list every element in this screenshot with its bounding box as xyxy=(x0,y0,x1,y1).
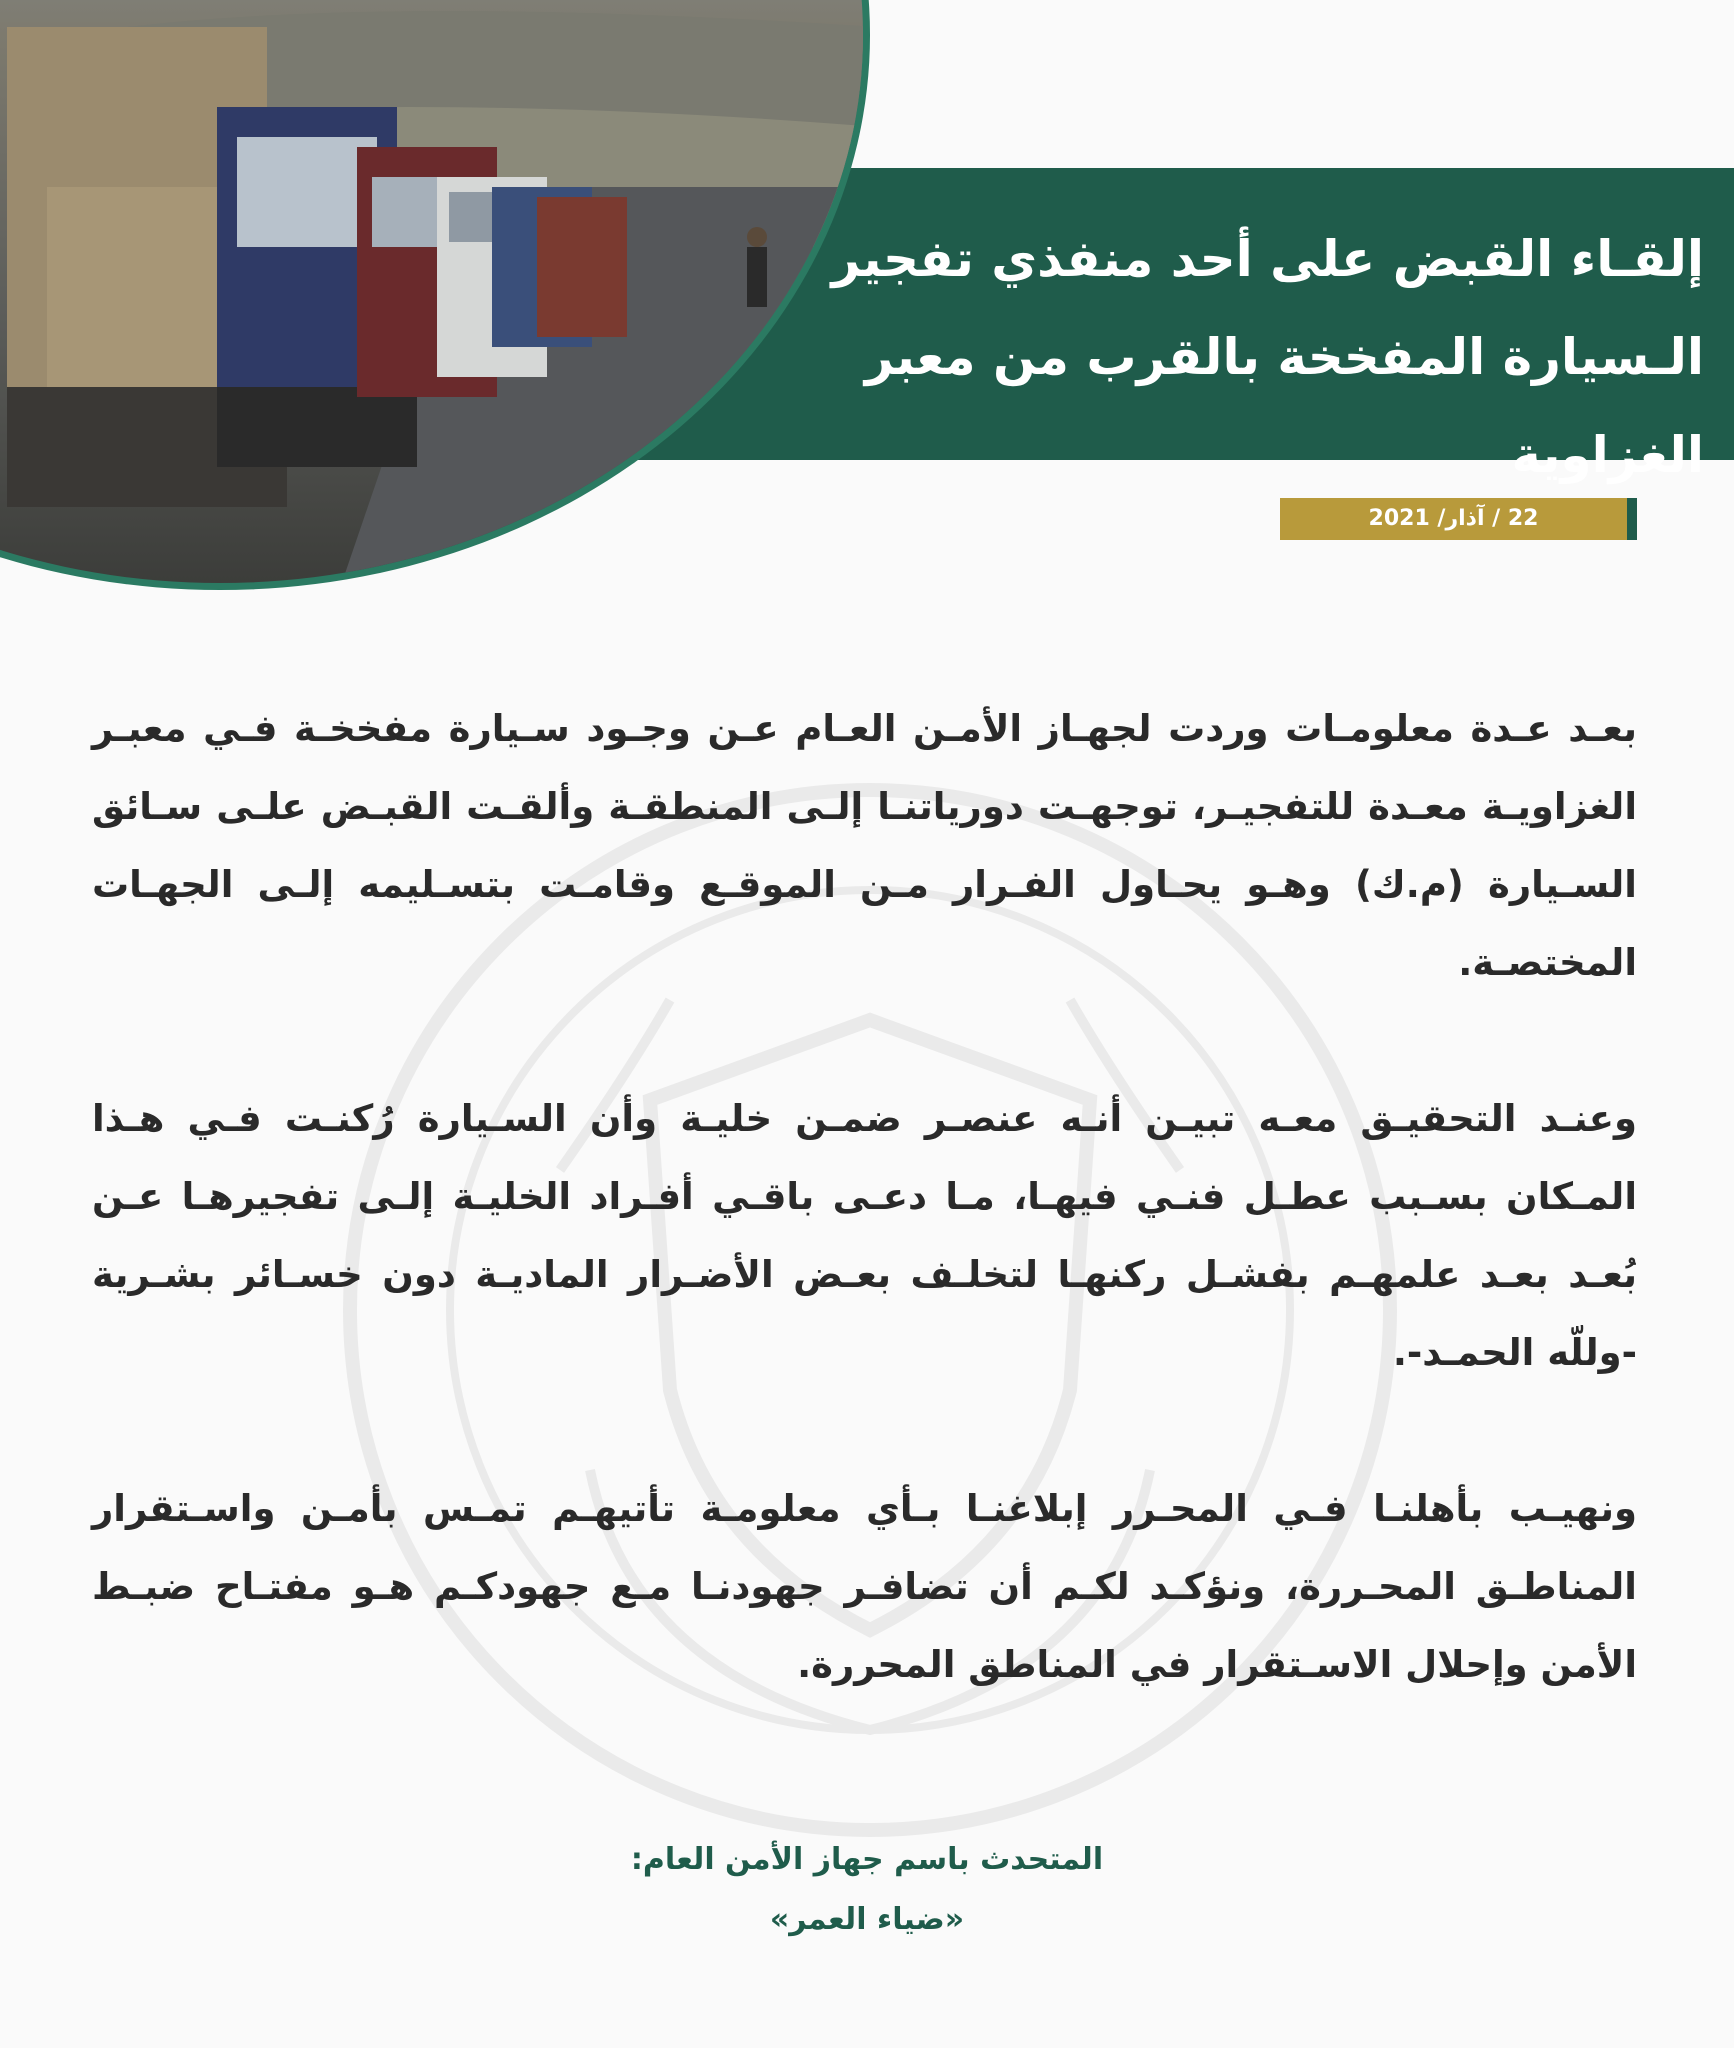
trucks-photo-icon xyxy=(0,0,870,590)
header-photo xyxy=(0,0,870,590)
spokesperson-title: المتحدث باسم جهاز الأمن العام: xyxy=(630,1842,1104,1877)
title-line-1: إلقـاء القبض على أحد منفذي تفجير xyxy=(831,230,1704,288)
paragraph-1: بعـد عـدة معلومـات وردت لجهـاز الأمـن العـام عـن وجـود سـيارة مفخخـة فـي معبـر الغزاويـة معـدة للتفجيـر، توجهـت دورياتنـا إلـى المنطقـة وألقـت القبـض علـى سـائق السـيارة (م.ك) وهـو يحـاول الفـرار مـن الموقـع وقامـت بتسـليمه إلـى الجهـات المختصـة. xyxy=(92,707,1637,984)
paragraph-2: وعنـد التحقيـق معـه تبيـن أنـه عنصـر ضمـن خليـة وأن السـيارة رُكنـت فـي هـذا المـكان بسـبب عطـل فنـي فيهـا، مـا دعـى باقـي أفـراد الخليـة إلـى تفجيرهـا عـن بُعـد بعـد علمهـم بفشـل ركنهـا لتخلـف بعـض الأضـرار الماديـة دون خسـائر بشـرية -وللّه الحمـد-. xyxy=(92,1097,1637,1374)
date-badge: 22 / آذار/ 2021 xyxy=(1280,498,1637,540)
title-line-2: الـسيارة المفخخة بالقرب من معبر الغزاوية xyxy=(864,328,1704,484)
page-title xyxy=(744,210,1704,504)
spokesperson-name: «ضياء العمر» xyxy=(769,1902,965,1937)
signature-block xyxy=(0,1830,1734,1950)
paragraph-3: ونهيـب بأهلنـا فـي المحـرر إبلاغنـا بـأي معلومـة تأتيهـم تمـس بأمـن واسـتقرار المناطـق المحـررة، ونؤكـد لكـم أن تضافـر جهودنـا مـع جهودكـم هـو مفتـاح ضبـط الأمن وإحلال الاسـتقرار في المناطق المحررة. xyxy=(92,1487,1637,1686)
statement-body xyxy=(92,690,1637,1704)
